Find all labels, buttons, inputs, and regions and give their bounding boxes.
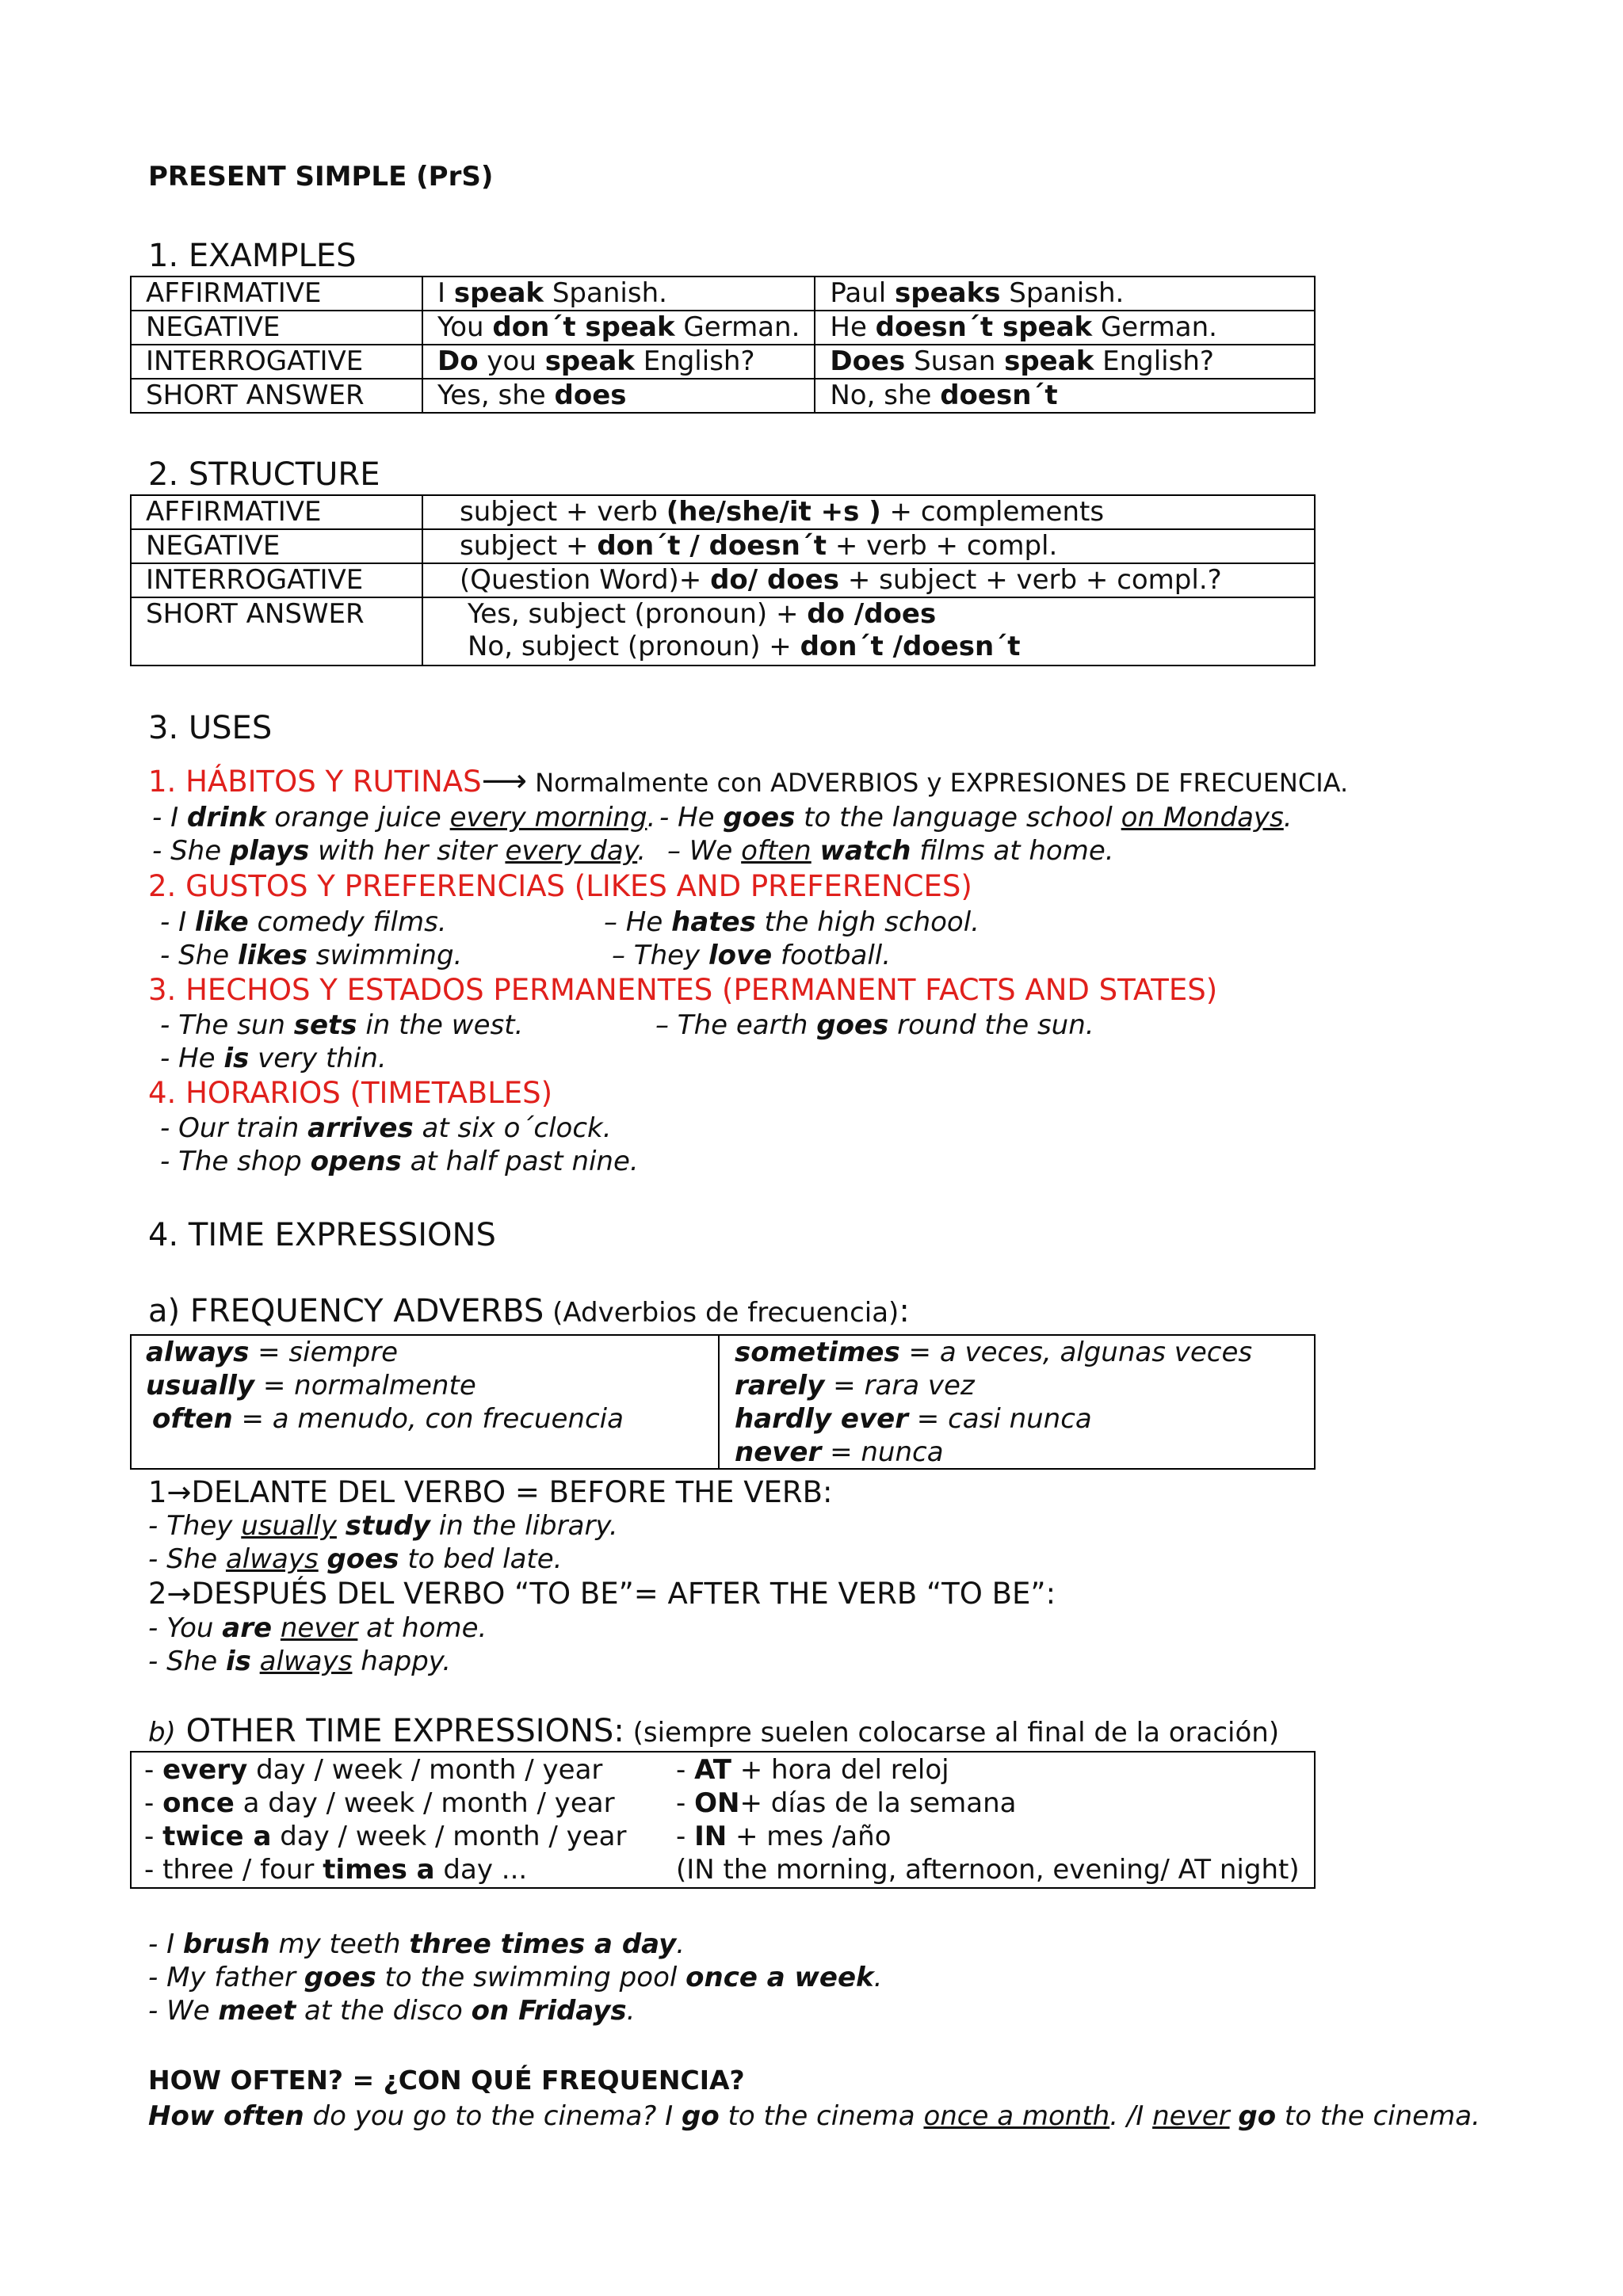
- example-line: - She likes swimming.: [160, 940, 463, 971]
- uses-heading: 3. USES: [148, 710, 273, 746]
- table-row: [131, 277, 1315, 311]
- example-cell: Paul speaks Spanish.: [815, 277, 1315, 311]
- page-title: PRESENT SIMPLE (PrS): [148, 161, 494, 193]
- structure-cell: (Question Word)+ do/ does + subject + verb + compl.?: [422, 563, 1315, 597]
- how-often-heading: HOW OFTEN? = ¿CON QUÉ FREQUENCIA?: [148, 2065, 745, 2096]
- structure-cell: subject + verb (he/she/it +s ) + complements: [422, 495, 1315, 529]
- other-expressions-heading: b) OTHER TIME EXPRESSIONS: (siempre suelen colocarse al final de la oración): [148, 1713, 1280, 1749]
- example-cell: No, she doesn´t: [815, 379, 1315, 413]
- row-label: NEGATIVE: [131, 311, 422, 345]
- table-row: [131, 563, 1315, 597]
- arrow-icon: ⟶: [481, 763, 527, 799]
- use-1-note: Normalmente con ADVERBIOS y EXPRESIONES DE FRECUENCIA.: [526, 768, 1349, 798]
- examples-heading: 1. EXAMPLES: [148, 238, 357, 274]
- table-row: [131, 529, 1315, 563]
- row-label: AFFIRMATIVE: [131, 495, 422, 529]
- example-line: - He is very thin.: [160, 1043, 387, 1074]
- list-item: never = nunca: [735, 1436, 944, 1468]
- example-line: – They love football.: [612, 940, 892, 971]
- list-item: sometimes = a veces, algunas veces: [735, 1337, 1253, 1368]
- examples-table: [130, 276, 1316, 414]
- structure-table: [130, 494, 1316, 666]
- use-2-title: 2. GUSTOS Y PREFERENCIAS (LIKES AND PREFERENCES): [148, 869, 972, 903]
- list-item: (IN the morning, afternoon, evening/ AT night): [676, 1854, 1300, 1886]
- example-line: - She plays with her siter every day.: [152, 835, 647, 867]
- example-cell: Does Susan speak English?: [815, 345, 1315, 379]
- example-line: - She always goes to bed late.: [148, 1543, 563, 1575]
- other-left-column: [144, 1753, 626, 1886]
- example-line: - We meet at the disco on Fridays.: [148, 1995, 636, 2027]
- table-row: [131, 379, 1315, 413]
- example-line: – The earth goes round the sun.: [655, 1009, 1094, 1041]
- example-line: - The shop opens at half past nine.: [160, 1146, 639, 1177]
- example-cell: He doesn´t speak German.: [815, 311, 1315, 345]
- example-line: - They usually study in the library.: [148, 1510, 618, 1542]
- row-label: AFFIRMATIVE: [131, 277, 422, 311]
- time-heading: 4. TIME EXPRESSIONS: [148, 1217, 496, 1253]
- rule-2: 2→DESPUÉS DEL VERBO “TO BE”= AFTER THE VERB “TO BE”:: [148, 1577, 1056, 1611]
- list-item: - IN + mes /año: [676, 1821, 892, 1852]
- example-line: - You are never at home.: [148, 1612, 487, 1644]
- use-1-title: 1. HÁBITOS Y RUTINAS: [148, 765, 482, 799]
- table-row: [131, 311, 1315, 345]
- use-4-title: 4. HORARIOS (TIMETABLES): [148, 1076, 553, 1110]
- list-item: - twice a day / week / month / year: [144, 1821, 627, 1852]
- example-line: - He goes to the language school on Mondays.: [659, 802, 1293, 833]
- frequency-left-column: [146, 1336, 624, 1436]
- list-item: hardly ever = casi nunca: [735, 1403, 1092, 1435]
- list-item: - ON+ días de la semana: [676, 1787, 1017, 1819]
- use-1-line: [148, 765, 1348, 799]
- structure-cell: Yes, subject (pronoun) + do /does No, subject (pronoun) + don´t /doesn´t: [422, 597, 1315, 666]
- structure-cell: subject + don´t / doesn´t + verb + compl.: [422, 529, 1315, 563]
- frequency-heading: a) FREQUENCY ADVERBS (Adverbios de frecuencia):: [148, 1293, 910, 1329]
- how-often-example: How often do you go to the cinema? I go to the cinema once a month. /I never go to the cinema.: [148, 2100, 1480, 2132]
- list-item: - three / four times a day ...: [144, 1854, 528, 1886]
- list-item: always = siempre: [146, 1337, 399, 1368]
- example-line: – He hates the high school.: [604, 906, 980, 938]
- row-label: NEGATIVE: [131, 529, 422, 563]
- example-line: - She is always happy.: [148, 1646, 452, 1677]
- example-line: - I drink orange juice every morning.: [152, 802, 656, 833]
- list-item: - AT + hora del reloj: [676, 1754, 949, 1786]
- list-item: usually = normalmente: [146, 1370, 476, 1402]
- row-label: INTERROGATIVE: [131, 345, 422, 379]
- list-item: rarely = rara vez: [735, 1370, 975, 1402]
- example-line: - The sun sets in the west.: [160, 1009, 524, 1041]
- example-cell: Yes, she does: [422, 379, 815, 413]
- row-label: SHORT ANSWER: [131, 597, 422, 666]
- row-label: SHORT ANSWER: [131, 379, 422, 413]
- list-item: - once a day / week / month / year: [144, 1787, 615, 1819]
- example-line: - My father goes to the swimming pool once a week.: [148, 1962, 883, 1993]
- example-cell: You don´t speak German.: [422, 311, 815, 345]
- table-row: [131, 597, 1315, 666]
- example-line: - I brush my teeth three times a day.: [148, 1928, 685, 1960]
- example-line: – We often watch films at home.: [667, 835, 1114, 867]
- frequency-divider: [718, 1334, 720, 1470]
- list-item: often = a menudo, con frecuencia: [152, 1403, 624, 1435]
- row-label: INTERROGATIVE: [131, 563, 422, 597]
- other-right-column: [676, 1753, 1300, 1886]
- list-item: - every day / week / month / year: [144, 1754, 603, 1786]
- structure-heading: 2. STRUCTURE: [148, 456, 380, 493]
- rule-1: 1→DELANTE DEL VERBO = BEFORE THE VERB:: [148, 1475, 833, 1509]
- table-row: [131, 495, 1315, 529]
- example-line: - Our train arrives at six o´clock.: [160, 1112, 612, 1144]
- frequency-right-column: [735, 1336, 1252, 1469]
- use-3-title: 3. HECHOS Y ESTADOS PERMANENTES (PERMANENT FACTS AND STATES): [148, 973, 1218, 1007]
- example-line: - I like comedy films.: [160, 906, 447, 938]
- example-cell: I speak Spanish.: [422, 277, 815, 311]
- example-cell: Do you speak English?: [422, 345, 815, 379]
- table-row: [131, 345, 1315, 379]
